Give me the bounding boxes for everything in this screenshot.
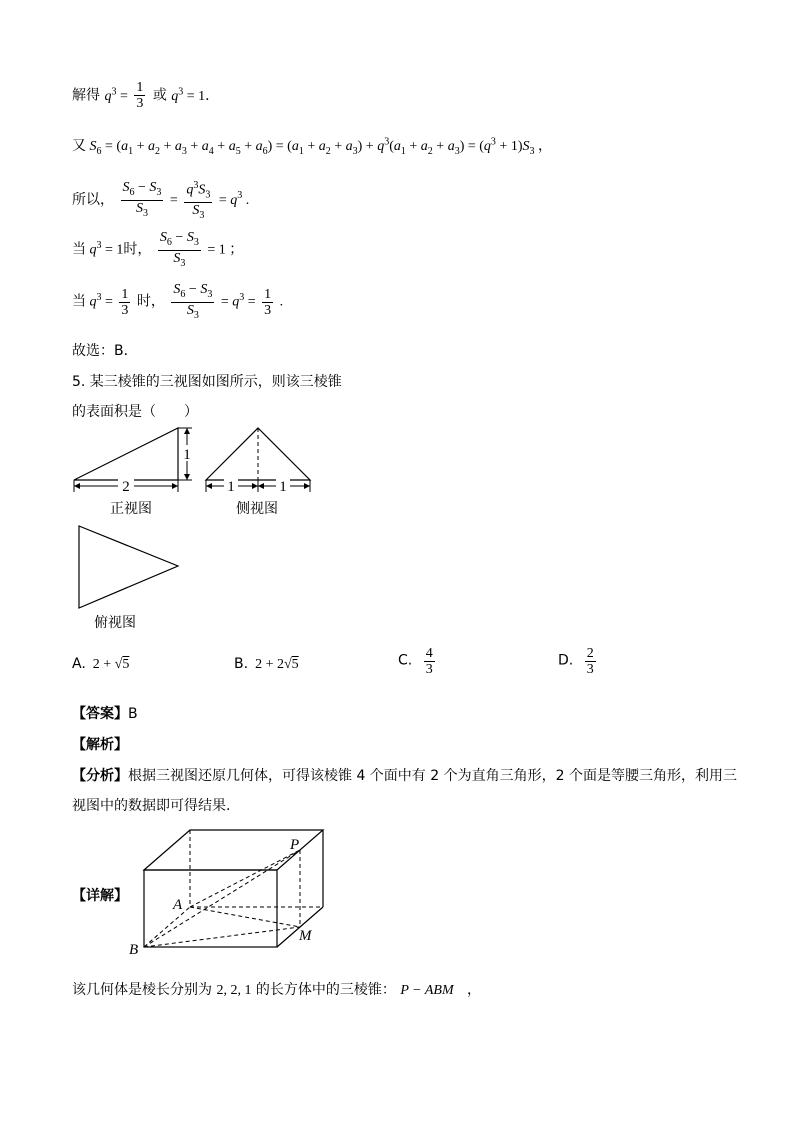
text: 所以， [72,191,114,208]
solution-line-2: 又 $S_6 = (a_1 + a_2 + a_3 + a_4 + a_5 + a_6) = (a_1 + a_2 + a_3) + q^3(a_1 + a_2 + a_3) = (q^3 + 1)S_3$ ， [72,136,552,157]
front-view [74,428,194,495]
detail-tag: 【详解】 [72,888,128,904]
option-d[interactable] [558,646,599,677]
solution-line-3: 所以， $\frac{S_6 - S_3}{S_3}$ = $\frac{q^3S_3}{S_3}$ = $q^3$ . [72,180,250,222]
text: 或 [152,87,167,104]
point-b-label: B [129,942,139,958]
text: 当 [72,241,86,258]
text: B [128,706,138,722]
cuboid-figure [125,822,340,962]
text: B. [234,656,249,672]
point-p-label: P [290,837,300,853]
text: 时， [123,241,152,258]
fenxi-line-2: 视图中的数据即可得结果. [72,798,231,814]
text: P − ABM [400,983,454,998]
text: 又 [72,138,86,154]
answer-line [72,703,138,723]
text: 当 [72,293,86,310]
top-view-label: 俯视图 [94,615,136,631]
side-right-label: 1 [279,479,287,495]
side-view [206,428,310,495]
text: 【答案】 [72,706,128,722]
side-view-label: 侧视图 [236,501,278,517]
option-c[interactable] [398,646,438,677]
text: 2, 2, 1 [216,983,252,998]
question-5-line-1: 5. 某三棱锥的三视图如图所示，则该三棱锥 [72,374,342,390]
option-a[interactable]: A. 2 + √5 [72,656,130,672]
option-b[interactable]: B. 2 + 2√5 [234,656,299,672]
fenxi-line-1 [72,765,737,785]
front-height-label: 1 [183,447,191,463]
front-width-label: 2 [122,479,130,495]
solution-line-4: 当 $q^3 = 1$时， $\frac{S_6 - S_3}{S_3}$ = 1 ； [72,230,244,269]
text: 3 [425,662,433,677]
text: D. [558,652,574,669]
top-view-figure [70,518,190,618]
text: 3 [586,662,594,677]
question-5-line-2: 的表面积是（ ） [72,404,198,420]
text: 根据三视图还原几何体，可得该棱锥 4 个面中有 2 个为直角三角形，2 个面是等腰三角形，利用三 [128,768,737,784]
analysis-tag: 【解析】 [72,737,128,753]
point-m-label: M [299,928,312,944]
text: A. [72,656,86,672]
text: ， [466,982,481,998]
text: C. [398,652,413,669]
text: 4 [425,646,433,661]
text: 【分析】 [72,768,128,784]
side-left-label: 1 [227,479,235,495]
front-view-label: 正视图 [110,501,152,517]
solution-line-5: 当 $q^3$ = $\frac{1}{3}$ 时， $\frac{S_6 - S_3}{S_3}$ = $q^3$ = $\frac{1}{3}$ . [72,282,284,321]
answer-choice-line: 故选：B． [72,343,138,359]
point-a-label: A [173,897,183,913]
final-line [72,979,481,999]
text: 该几何体是棱长分别为 [72,982,212,998]
text: 解得 [72,87,100,104]
solution-line-1: 解得 $q^3$ = $\frac{1}{3}$ 或 $q^3 = 1$． [72,80,220,111]
text: 2 [586,646,594,661]
text: 时， [136,293,165,310]
text: 的长方体中的三棱锥： [255,982,396,998]
